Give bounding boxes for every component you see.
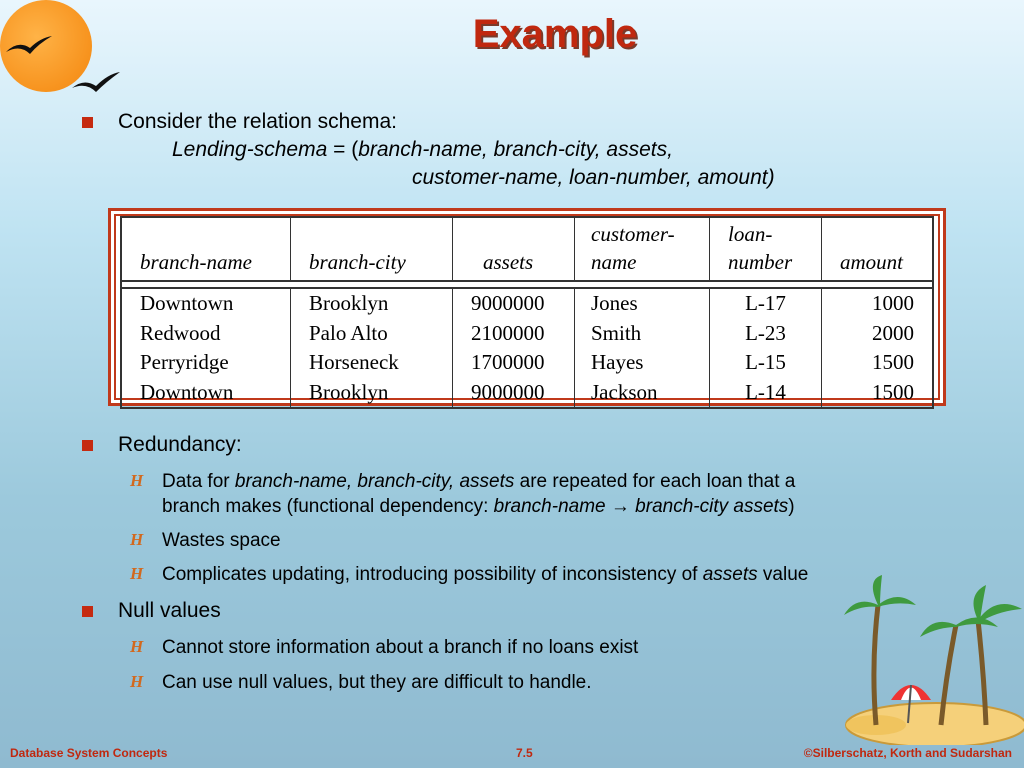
footer-left: Database System Concepts	[10, 746, 168, 760]
bullet-text: Redundancy:	[118, 433, 242, 456]
sub-bullet-text: Can use null values, but they are difficult to handle.	[162, 672, 592, 693]
table-cell: 1000	[822, 287, 934, 319]
bullet-square	[82, 440, 93, 451]
sub-bullet-icon: H	[130, 672, 144, 691]
footer-right: ©Silberschatz, Korth and Sudarshan	[803, 746, 1012, 760]
table-cell: Downtown	[120, 378, 291, 410]
bullet-text: Null values	[118, 599, 221, 622]
footer-page-number: 7.5	[516, 746, 533, 760]
schema-name: Lending-schema	[172, 138, 328, 161]
table-cell: L-15	[710, 348, 822, 378]
table-cell: Brooklyn	[291, 287, 453, 319]
table-header: branch-name	[120, 216, 291, 282]
bird-icon	[70, 70, 122, 96]
schema-attrs-1: branch-name, branch-city, assets,	[358, 138, 673, 161]
lending-table	[120, 216, 934, 409]
sub-bullet-icon: H	[130, 637, 144, 656]
sub-bullet-text: Wastes space	[162, 530, 281, 551]
table-header: loan- number	[710, 216, 822, 282]
table-cell: Jones	[575, 287, 710, 319]
table-cell: 2000	[822, 319, 934, 349]
schema-eq: = (	[327, 138, 359, 161]
table-cell: L-17	[710, 287, 822, 319]
slide-title: Example	[472, 12, 638, 56]
table-header: amount	[822, 216, 934, 282]
table-cell: 1700000	[453, 348, 575, 378]
table-cell: Perryridge	[120, 348, 291, 378]
table-cell: 9000000	[453, 287, 575, 319]
sub-bullet-icon: H	[130, 530, 144, 549]
table-cell: 1500	[822, 348, 934, 378]
table-cell: Brooklyn	[291, 378, 453, 410]
table-header-row	[120, 216, 934, 282]
bullet-square	[82, 606, 93, 617]
table-cell: Hayes	[575, 348, 710, 378]
bullet-square	[82, 117, 93, 128]
table-cell: 1500	[822, 378, 934, 410]
table-cell: Palo Alto	[291, 319, 453, 349]
table-header: customer- name	[575, 216, 710, 282]
table-row	[120, 319, 934, 349]
table-cell: 2100000	[453, 319, 575, 349]
sub-bullet-icon: H	[130, 564, 144, 583]
table-cell: Smith	[575, 319, 710, 349]
table-cell: Redwood	[120, 319, 291, 349]
table-header: assets	[453, 216, 575, 282]
palm-island-decoration	[836, 575, 1024, 745]
table-cell: Horseneck	[291, 348, 453, 378]
table-row	[120, 348, 934, 378]
schema-attrs-2: customer-name, loan-number, amount)	[412, 166, 775, 189]
schema-line	[172, 138, 673, 162]
bullet-text: Consider the relation schema:	[118, 110, 397, 133]
table-cell: L-14	[710, 378, 822, 410]
table-cell: 9000000	[453, 378, 575, 410]
table-row	[120, 378, 934, 410]
table-cell: Downtown	[120, 287, 291, 319]
sub-bullet-text: Complicates updating, introducing possibility of inconsistency of assets value	[162, 564, 809, 585]
table-cell: Jackson	[575, 378, 710, 410]
table-row	[120, 287, 934, 319]
table-cell: L-23	[710, 319, 822, 349]
sub-bullet-icon: H	[130, 471, 144, 490]
sub-bullet-text: Cannot store information about a branch if no loans exist	[162, 637, 639, 658]
sub-bullet-text: Data for branch-name, branch-city, assets are repeated for each loan that a branch makes (functional dependency: branch-name → branch-city assets)	[162, 471, 796, 517]
table-header: branch-city	[291, 216, 453, 282]
